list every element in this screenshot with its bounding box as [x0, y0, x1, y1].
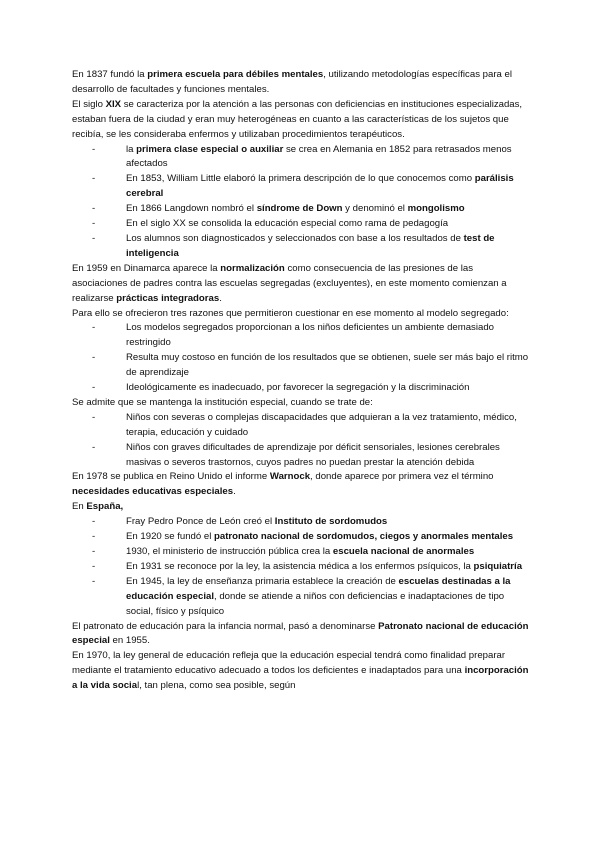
paragraph-1970: En 1970, la ley general de educación refleja que la educación especial tendrá como finalidad preparar mediante el tratamiento educativo adecuado a todos los deficientes e inadaptados para una incorporación a la vida social, tan plena, como sea posible, según [72, 650, 529, 692]
list-item: - la primera clase especial o auxiliar se crea en Alemania en 1852 para retrasados menos afectados [92, 143, 512, 170]
list-item: - Ideológicamente es inadecuado, por favorecer la segregación y la discriminación [92, 382, 470, 394]
list-espana [72, 515, 530, 619]
paragraph-patronato: El patronato de educación para la infancia normal, pasó a denominarse Patronato nacional de educación especial en 1955. [72, 620, 529, 647]
list-item: - En 1866 Langdown nombró el síndrome de Down y denominó el mongolismo [92, 203, 465, 215]
list-item: - Niños con severas o complejas discapacidades que adquieran a la vez tratamiento, médico, terapia, educación y cuidado [92, 411, 517, 438]
list-razones [72, 321, 530, 396]
list-item: - En el siglo XX se consolida la educación especial como rama de pedagogía [92, 218, 449, 230]
list-item: - Fray Pedro Ponce de León creó el Instituto de sordomudos [92, 516, 388, 528]
list-item: - En 1931 se reconoce por la ley, la asistencia médica a los enfermos psíquicos, la psiquiatría [92, 560, 523, 572]
paragraph-1837: En 1837 fundó la primera escuela para débiles mentales, utilizando metodologías específicas para el desarrollo de facultades y funciones mentales. [72, 69, 512, 95]
list-item: - Los alumnos son diagnosticados y seleccionados con base a los resultados de test de inteligencia [92, 232, 495, 259]
paragraph-espana: En España, [72, 501, 124, 513]
list-item: - En 1920 se fundó el patronato nacional de sordomudos, ciegos y anormales mentales [92, 531, 514, 543]
list-item: - Resulta muy costoso en función de los resultados que se obtienen, suele ser más bajo el ritmo de aprendizaje [92, 352, 529, 379]
list-item: - Niños con graves dificultades de aprendizaje por déficit sensoriales, lesiones cerebrales masivas o severos trastornos, cuyos padres no puedan prestar la atención debida [92, 441, 500, 468]
paragraph-warnock: En 1978 se publica en Reino Unido el informe Warnock, donde aparece por primera vez el término necesidades educativas especiales. [72, 471, 494, 498]
paragraph-razones: Para ello se ofrecieron tres razones que permitieron cuestionar en ese momento al modelo segregado: [72, 307, 509, 319]
paragraph-siglo-xix: El siglo XIX se caracteriza por la atención a las personas con deficiencias en instituciones especializadas, estaban fuera de la ciudad y eran muy heterogéneas en cuanto a las características de los sujetos que recibía, se les consideraba enfermos y utilizaban procedimientos terapéuticos. [72, 98, 523, 140]
list-siglo-xix [72, 143, 530, 262]
list-item: - En 1945, la ley de enseñanza primaria establece la creación de escuelas destinadas a la educación especial, donde se atiende a niños con deficiencias e inadaptaciones de tipo social, físico y psíquico [92, 575, 511, 617]
list-institucion [72, 411, 530, 471]
list-item: - En 1853, William Little elaboró la primera descripción de lo que conocemos como parálisis cerebral [92, 173, 514, 200]
paragraph-institucion: Se admite que se mantenga la institución especial, cuando se trate de: [72, 396, 373, 408]
list-item: - 1930, el ministerio de instrucción pública crea la escuela nacional de anormales [92, 546, 475, 557]
list-item: - Los modelos segregados proporcionan a los niños deficientes un ambiente demasiado restringido [92, 322, 494, 349]
paragraph-1959: En 1959 en Dinamarca aparece la normalización como consecuencia de las presiones de las asociaciones de padres contra las escuelas segregadas (excluyentes), en este momento comienzan a realizarse prácticas integradoras. [72, 262, 507, 304]
